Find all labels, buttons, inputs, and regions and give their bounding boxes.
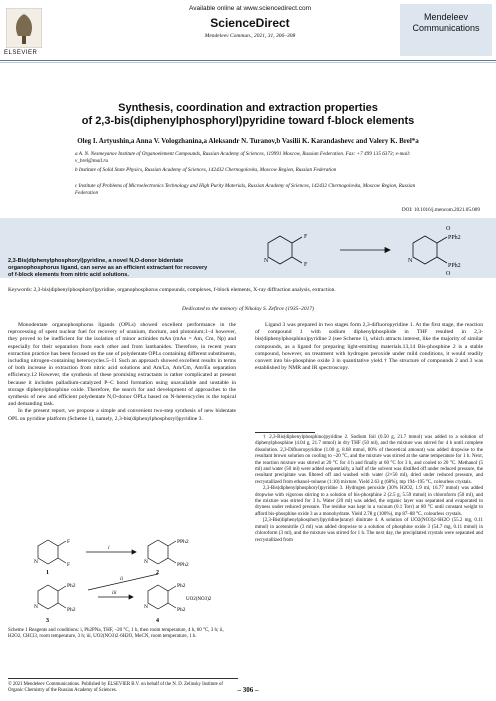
scheme-n-3: N xyxy=(34,604,38,610)
scheme-1 xyxy=(8,530,236,628)
footer-rule xyxy=(8,678,238,679)
ga-pph2-2: PPh2 xyxy=(448,263,461,269)
publisher-name: ELSEVIER xyxy=(4,50,38,56)
copyright: © 2021 Mendeleev Communications. Published by ELSEVIER B.V. on behalf of the N. D. Zelinsky Institute of Organic Chemistry of the Russian Academy of Sciences. xyxy=(8,682,223,693)
scheme-pph2-2: PPh2 xyxy=(177,562,189,568)
journal-name-line2: Communications xyxy=(412,23,480,33)
reagent-ii: ii xyxy=(120,576,124,582)
compound-label-3: 3 xyxy=(46,618,49,624)
available-online: Available online at www.sciencedirect.com xyxy=(189,5,311,12)
scheme-n-4: N xyxy=(144,604,148,610)
scheme-n-1: N xyxy=(34,559,38,565)
footnote: 2,3-Bis(diphenylphosphoryl)pyridine 3. Hydrogen peroxide (30% H2O2, 1.9 ml, 16.77 mmol) was added dropwise with vigorous stirring to a solution of bis-phosphine 2 (2.5 g, 5.59 mmol) in chloroform (50 ml), and the mixture was stirred for 3 h. Water (20 ml) was added, the organic layer was separated and evaporated to dryness under reduced pressure. The residue was kept in a vacuum (0.1 Torr) at 80 °C until constant weight to afford bis-phosphine oxide 3 as a monohydrate. Yield 2.78 g (100%), mp 87–88 °C, colourless crystals. xyxy=(255,486,483,517)
header-rule xyxy=(0,60,496,61)
scheme-p-4a: Ph2 xyxy=(177,583,186,589)
sciencedirect-logo: ScienceDirect xyxy=(210,16,290,30)
header-rule-2 xyxy=(0,62,496,63)
scheme-p-3b: Ph2 xyxy=(67,607,76,613)
ga-nitrogen: N xyxy=(264,258,269,264)
elsevier-logo xyxy=(6,8,42,48)
footnote-rule xyxy=(255,432,315,433)
affiliation-a: a A. N. Nesmeyanov Institute of Organoelement Compounds, Russian Academy of Sciences, 119991 Moscow, Russian Federation. Fax: +7 499 135 6373; e-mail: v_brel@mail.ru xyxy=(75,151,411,164)
ga-oxygen-1: O xyxy=(446,226,451,232)
citation: Mendeleev Commun., 2021, 31, 306–308 xyxy=(204,33,296,39)
paragraph: In the present report, we propose a simple and convenient two-step synthesis of new bidentate OPL on pyridine platform (Scheme 1), namely, 2,3-bis(diphenylphosphoryl)pyridine 3. xyxy=(8,408,236,422)
dedication: Dedicated to the memory of Nikolay S. Zefirov (1935–2017) xyxy=(182,306,314,312)
footnote: † 2,3-Bis(diphenylphosphino)pyridine 2. Sodium foil (0.50 g, 21.7 mmol) was added to a solution of diphenylphosphine (4.04 g, 21.7 mmol) in dry THF (50 ml), and the mixture was stirred for 4 h until complete dissolution. 2,3-Difluoropyridine (1.00 g, 8.68 mmol, 80% of theoretical amount) was added dropwise to the resultant brown solution on cooling to –20 °C, and the mixture was stirred at the same temperature for 1 h. Next, the reaction mixture was stirred at 20 °C for 4 h and finally at 60 °C for 3 h, and cooled to 20 °C. Methanol (5 ml) and water (50 ml) were added sequentially, a half of the solvent was distilled off under reduced pressure, the resultant precipitate was filtered off and washed with water (2×50 ml), dried under reduced pressure, and recrystallized from ethanol–toluene (1:10) mixture. Yield 2.63 g (68%), mp 194–195 °C, colourless crystals. xyxy=(255,435,483,485)
doi: DOI: 10.1016/j.mencom.2021.05.009 xyxy=(401,207,480,213)
graphical-abstract-scheme xyxy=(240,222,490,276)
ga-pph2-1: PPh2 xyxy=(448,235,461,241)
article-title xyxy=(30,102,466,128)
scheme-n-2: N xyxy=(144,559,148,565)
compound-label-2: 2 xyxy=(156,570,159,576)
ga-fluorine-1: F xyxy=(304,234,308,240)
body-column-right xyxy=(255,322,483,372)
scheme-caption: Scheme 1 Reagents and conditions: i, Ph2PNa, THF, –20 °C, 1 h, then room temperature, 4 h, 60 °C, 3 h; ii, H2O2, CHCl3, room temperature, 3 h; iii, UO2(NO3)2·6H2O, MeCN, room temperature, 1 h. xyxy=(8,628,224,640)
scheme-f-1: F xyxy=(67,539,71,545)
footnote: [2,3-Bis(diphenylphosphoryl)pyridine]uranyl dinitrate 4. A solution of UO2(NO3)2·6H2O (55.2 mg, 0.11 mmol) in acetonitrile (3 ml) was added dropwise to a solution of phosphine oxide 3 (54.7 mg, 0.11 mmol) in chloroform (3 ml), and the mixture was stirred for 1 h. The next day, the precipitated crystals were separated and recrystallized from xyxy=(255,518,483,543)
affiliation-b: b Institute of Solid State Physics, Russian Academy of Sciences, 142432 Chernogolovka, Moscow Region, Russian Federation xyxy=(75,167,337,173)
ga-fluorine-2: F xyxy=(304,262,308,268)
authors: Oleg I. Artyushin,a Anna V. Vologzhanina,a Aleksandr N. Turanov,b Vasilii K. Karandashevc and Valery K. Brel*a xyxy=(77,137,419,145)
journal-name-line1: Mendeleev xyxy=(423,12,469,22)
ga-oxygen-2: O xyxy=(446,271,451,276)
page-number: – 306 – xyxy=(237,686,259,694)
scheme-uranyl: UO2(NO3)2 xyxy=(186,597,212,602)
title-line2: of 2,3-bis(diphenylphosphoryl)pyridine toward f-block elements xyxy=(81,115,415,127)
journal-name xyxy=(400,12,492,34)
scheme-p-3a: Ph2 xyxy=(67,583,76,589)
scheme-p-4b: Ph2 xyxy=(177,607,186,613)
scheme-pph2-1: PPh2 xyxy=(177,539,189,545)
compound-label-4: 4 xyxy=(156,618,159,624)
graphical-abstract-text: 2,3-Bis(diphenylphosphoryl)pyridine, a novel N,O-donor bidentate organophosphorus ligand, can serve as an efficient extractant for recovery of f-block elements from nitric acid solutions. xyxy=(8,258,208,278)
reagent-iii: iii xyxy=(112,590,117,596)
compound-label-1: 1 xyxy=(46,570,49,576)
paragraph: Ligand 3 was prepared in two stages form 2,3-difluoropyridine 1. At the first stage, the reaction of compound 1 with sodium diphenylphosphide in THF resulted in 2,3-bis(diphenylphosphino)pyridine 2 (see Scheme 1), which attracts interest, like the majority of similar compounds, as a ligand for preparing light-emitting materials.13,14 Bis-phosphine 2 is a stable compound, however, on treatment with hydrogen peroxide under mild conditions, it would readily convert into bis-phosphine oxide 3 in quantitative yield.† The structure of compounds 2 and 3 was established by NMR and IR spectroscopy. xyxy=(255,322,483,372)
keywords: Keywords: 2,3-bis(diphenylphosphoryl)pyridine, organophosphorus compounds, complexes, f-block elements, X-ray diffraction analysis, extraction. xyxy=(8,287,336,293)
affiliation-c: c Institute of Problems of Microelectronics Technology and High Purity Materials, Russian Academy of Sciences, 142432 Chernogolovka, Moscow Region, Russian Federation xyxy=(75,183,416,196)
ga-nitrogen-2: N xyxy=(408,258,413,264)
body-column-left xyxy=(8,322,236,423)
title-line1: Synthesis, coordination and extraction properties xyxy=(118,102,378,114)
reagent-i: i xyxy=(108,545,110,551)
footnotes xyxy=(255,435,483,544)
paragraph: Monodentate organophosphorus ligands (OPLs) showed excellent performance in the reprocessing of spent nuclear fuel for recovery of uranium, thorium, and plutonium;1–4 however, they proved to be inefficient for the isolation of minor actinides mAn (mAn = Am, Cm, Np) and especially for their separation from each other and from lanthanides. Therefore, in recent years extraction practice has been focused on the use of polydentate OPLs containing different substituents, including nitrogen-containing heterocycles.5–11 Such an approach showed excellent results in terms of both increase in extraction from nitric acid solutions and Am/Ln, Am/Cm, Am/Eu separation efficiency.12 However, the synthesis of these promising extractants is rather complicated at present because it includes palladium-catalyzed P–C bond formation using unavailable and unstable in storage diphenylphosphine oxide. Therefore, the search for and development of approaches to the synthesis of new and efficient polydentate N,O-donor OPLs based on N-heterocycles is the topical and demanding task. xyxy=(8,322,236,408)
scheme-f-2: F xyxy=(67,562,71,568)
